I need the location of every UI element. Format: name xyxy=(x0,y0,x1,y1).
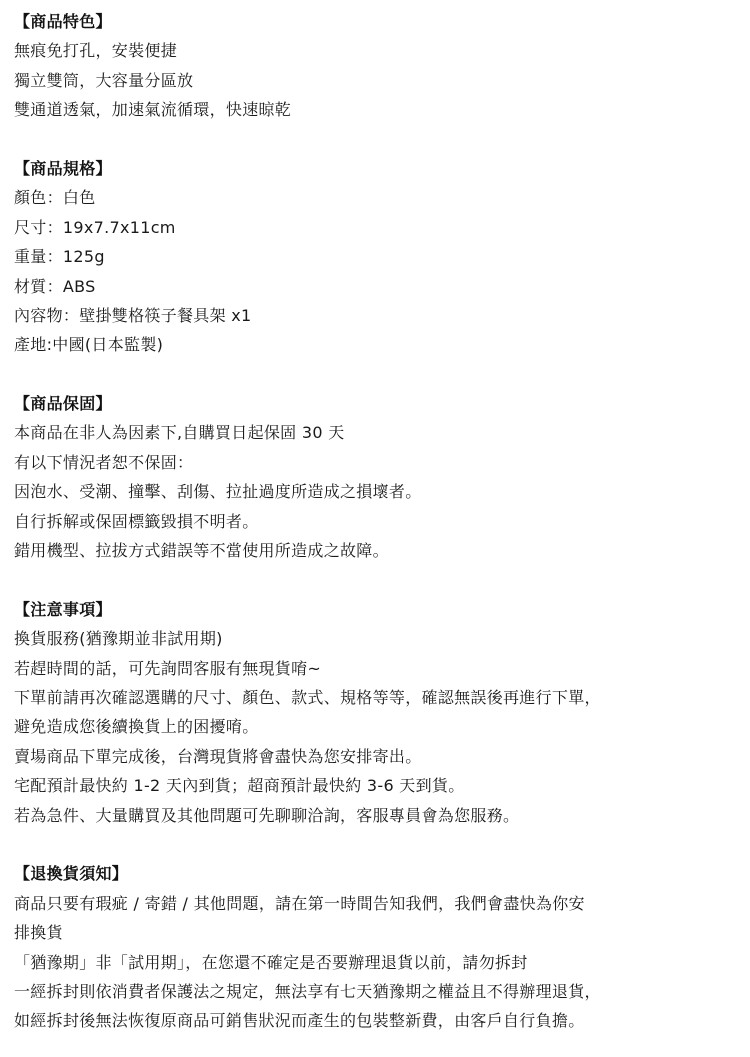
section-spacer xyxy=(14,125,744,154)
section-heading: 【商品規格】 xyxy=(14,158,112,178)
text-line: 換貨服務(猶豫期並非試用期) xyxy=(14,629,223,649)
text-line: 如經拆封後無法恢復原商品可銷售狀況而產生的包裝整新費，由客戶自行負擔。 xyxy=(14,1011,585,1031)
section-features xyxy=(14,7,744,125)
text-line: 無痕免打孔，安裝便捷 xyxy=(14,41,178,61)
section-warranty xyxy=(14,389,744,565)
section-heading: 【注意事項】 xyxy=(14,599,112,619)
text-line: 賣場商品下單完成後，台灣現貨將會盡快為您安排寄出。 xyxy=(14,746,422,766)
text-line: 避免造成您後續換貨上的困擾唷。 xyxy=(14,717,259,737)
text-line: 產地:中國(日本監製) xyxy=(14,335,164,355)
section-spacer xyxy=(14,830,744,859)
text-line: 商品只要有瑕疵 / 寄錯 / 其他問題，請在第一時間告知我們，我們會盡快為你安 xyxy=(14,893,585,913)
text-line: 自行拆解或保固標籤毀損不明者。 xyxy=(14,511,259,531)
text-line: 因泡水、受潮、撞擊、刮傷、拉扯過度所造成之損壞者。 xyxy=(14,482,422,502)
section-heading: 【退換貨須知】 xyxy=(14,864,129,884)
text-line: 重量：125g xyxy=(14,247,105,267)
section-returns xyxy=(14,859,744,1035)
text-line: 若趕時間的話，可先詢問客服有無現貨唷~ xyxy=(14,658,322,678)
text-line: 若為急件、大量購買及其他問題可先聊聊洽詢，客服專員會為您服務。 xyxy=(14,805,520,825)
text-line: 「猶豫期」非「試用期」，在您還不確定是否要辦理退貨以前，請勿拆封 xyxy=(14,952,528,972)
text-line: 材質：ABS xyxy=(14,276,96,296)
text-line: 下單前請再次確認選購的尺寸、顏色、款式、規格等等，確認無誤後再進行下單， xyxy=(14,687,601,707)
text-line: 有以下情況者恕不保固： xyxy=(14,452,194,472)
text-line: 本商品在非人為因素下,自購買日起保固 30 天 xyxy=(14,423,345,443)
section-spacer xyxy=(14,360,744,389)
text-line: 尺寸：19x7.7x11cm xyxy=(14,217,176,237)
section-heading: 【商品保固】 xyxy=(14,394,112,414)
text-line: 一經拆封則依消費者保護法之規定，無法享有七天猶豫期之權益且不得辦理退貨， xyxy=(14,981,601,1001)
text-line: 排換貨 xyxy=(14,923,63,943)
section-notes xyxy=(14,595,744,830)
text-line: 內容物：壁掛雙格筷子餐具架 x1 xyxy=(14,305,252,325)
product-description xyxy=(14,7,744,1036)
text-line: 顏色：白色 xyxy=(14,188,96,208)
section-specs xyxy=(14,154,744,360)
text-line: 錯用機型、拉拔方式錯誤等不當使用所造成之故障。 xyxy=(14,541,389,561)
section-spacer xyxy=(14,565,744,594)
section-heading: 【商品特色】 xyxy=(14,12,112,31)
text-line: 獨立雙筒，大容量分區放 xyxy=(14,70,194,90)
text-line: 雙通道透氣，加速氣流循環，快速晾乾 xyxy=(14,100,292,120)
text-line: 宅配預計最快約 1-2 天內到貨；超商預計最快約 3-6 天到貨。 xyxy=(14,776,465,796)
